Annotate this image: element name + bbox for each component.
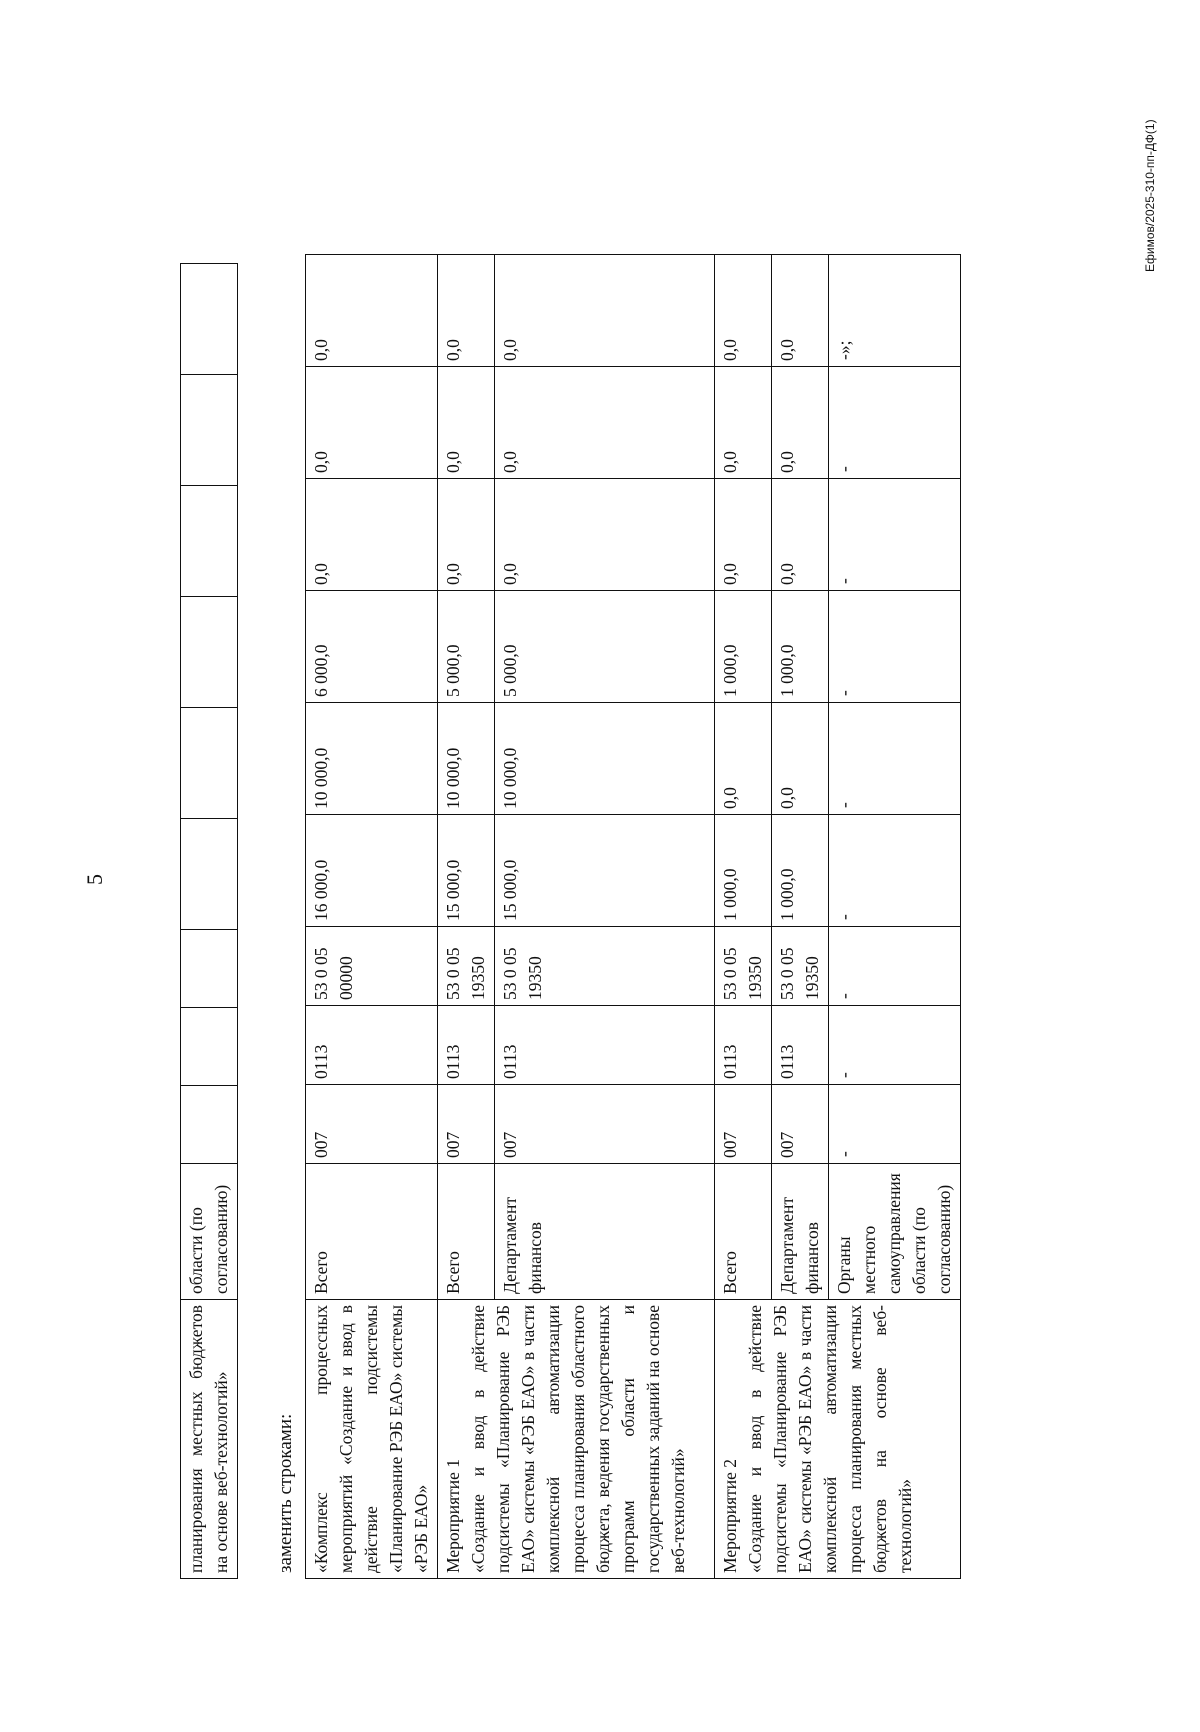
rzpr-cell: 0113 — [772, 1006, 829, 1085]
executor-cell: Департамент финансов — [495, 1164, 715, 1300]
year-cell: -»; — [829, 255, 961, 367]
executor-cell: Всего — [715, 1164, 772, 1300]
year-cell: 0,0 — [495, 479, 715, 591]
rzpr-cell: - — [829, 1006, 961, 1085]
year-cell: 0,0 — [438, 255, 495, 367]
executor-cell: Департамент финансов — [772, 1164, 829, 1300]
year-cell: 10 000,0 — [438, 703, 495, 815]
grbs-cell: 007 — [306, 1085, 438, 1164]
page-number: 5 — [82, 874, 107, 885]
csr-cell: 53 0 05 19350 — [438, 927, 495, 1006]
main-table — [305, 254, 961, 1579]
year-cell: 0,0 — [715, 703, 772, 815]
executor-cell: Всего — [306, 1164, 438, 1300]
year-cell: 0,0 — [772, 479, 829, 591]
table-row — [181, 264, 238, 1579]
total-cell: - — [829, 815, 961, 927]
year-cell: 0,0 — [715, 367, 772, 479]
total-cell: 1 000,0 — [715, 815, 772, 927]
measure-name-cell: планирования местных бюджетов на основе веб-технологий» — [181, 1300, 238, 1579]
year-cell: 0,0 — [438, 367, 495, 479]
year-cell: 5 000,0 — [495, 591, 715, 703]
year-cell: 0,0 — [715, 255, 772, 367]
rzpr-cell: 0113 — [438, 1006, 495, 1085]
executor-cell: Органы местного самоуправления области (по согласованию) — [829, 1164, 961, 1300]
grbs-cell: 007 — [772, 1085, 829, 1164]
csr-cell: 53 0 05 00000 — [306, 927, 438, 1006]
year-cell: 6 000,0 — [306, 591, 438, 703]
year-cell: - — [829, 703, 961, 815]
table-row — [438, 255, 495, 1579]
year-cell: 0,0 — [438, 479, 495, 591]
year-cell: - — [829, 367, 961, 479]
rzpr-cell: 0113 — [306, 1006, 438, 1085]
measure-description: «Создание и ввод в действие подсистемы «Планирование РЭБ ЕАО» системы «РЭБ ЕАО» в части комплексной автоматизации процесса планирования областного бюджета, ведения государственных программ области и государственных заданий на основе веб-технологий» — [468, 1305, 688, 1573]
csr-cell: 53 0 05 19350 — [772, 927, 829, 1006]
year-cell: 0,0 — [306, 479, 438, 591]
year-cell: 0,0 — [495, 367, 715, 479]
csr-cell: 53 0 05 19350 — [495, 927, 715, 1006]
year-cell: 0,0 — [772, 367, 829, 479]
rzpr-cell: 0113 — [495, 1006, 715, 1085]
csr-cell: - — [829, 927, 961, 1006]
grbs-cell: 007 — [495, 1085, 715, 1164]
footer-code: Ефимов/2025-310-пп-ДФ(1) — [1143, 119, 1157, 272]
measure-name-cell: «Комплекс процессных мероприятий «Создание и ввод в действие подсистемы «Планирование РЭБ ЕАО» системы «РЭБ ЕАО» — [306, 1300, 438, 1579]
table-row — [306, 255, 438, 1579]
year-cell: 1 000,0 — [715, 591, 772, 703]
measure-title: Мероприятие 2 — [720, 1458, 740, 1573]
grbs-cell: 007 — [438, 1085, 495, 1164]
year-cell: 10 000,0 — [495, 703, 715, 815]
year-cell: 0,0 — [306, 255, 438, 367]
measure-title: Мероприятие 1 — [443, 1458, 463, 1573]
measure-description: «Создание и ввод в действие подсистемы «Планирование РЭБ ЕАО» системы «РЭБ ЕАО» в части комплексной автоматизации процесса планирования местных бюджетов на основе веб-технологий» — [745, 1305, 915, 1573]
total-cell: 1 000,0 — [772, 815, 829, 927]
top-continuation-table — [180, 263, 238, 1579]
csr-cell: 53 0 05 19350 — [715, 927, 772, 1006]
year-cell: 0,0 — [715, 479, 772, 591]
grbs-cell: - — [829, 1085, 961, 1164]
total-cell: 15 000,0 — [495, 815, 715, 927]
total-cell: 16 000,0 — [306, 815, 438, 927]
year-cell: 0,0 — [495, 255, 715, 367]
year-cell: 5 000,0 — [438, 591, 495, 703]
measure-name-cell — [438, 1300, 715, 1579]
year-cell: 0,0 — [772, 703, 829, 815]
year-cell: - — [829, 591, 961, 703]
rzpr-cell: 0113 — [715, 1006, 772, 1085]
grbs-cell: 007 — [715, 1085, 772, 1164]
year-cell: 0,0 — [306, 367, 438, 479]
replace-label: заменить строками: — [275, 1413, 296, 1573]
year-cell: 10 000,0 — [306, 703, 438, 815]
measure-name-cell — [715, 1300, 961, 1579]
table-row — [715, 255, 772, 1579]
executor-cell: Всего — [438, 1164, 495, 1300]
year-cell: - — [829, 479, 961, 591]
executor-cell: области (по согласованию) — [181, 1164, 238, 1300]
year-cell: 1 000,0 — [772, 591, 829, 703]
year-cell: 0,0 — [772, 255, 829, 367]
total-cell: 15 000,0 — [438, 815, 495, 927]
